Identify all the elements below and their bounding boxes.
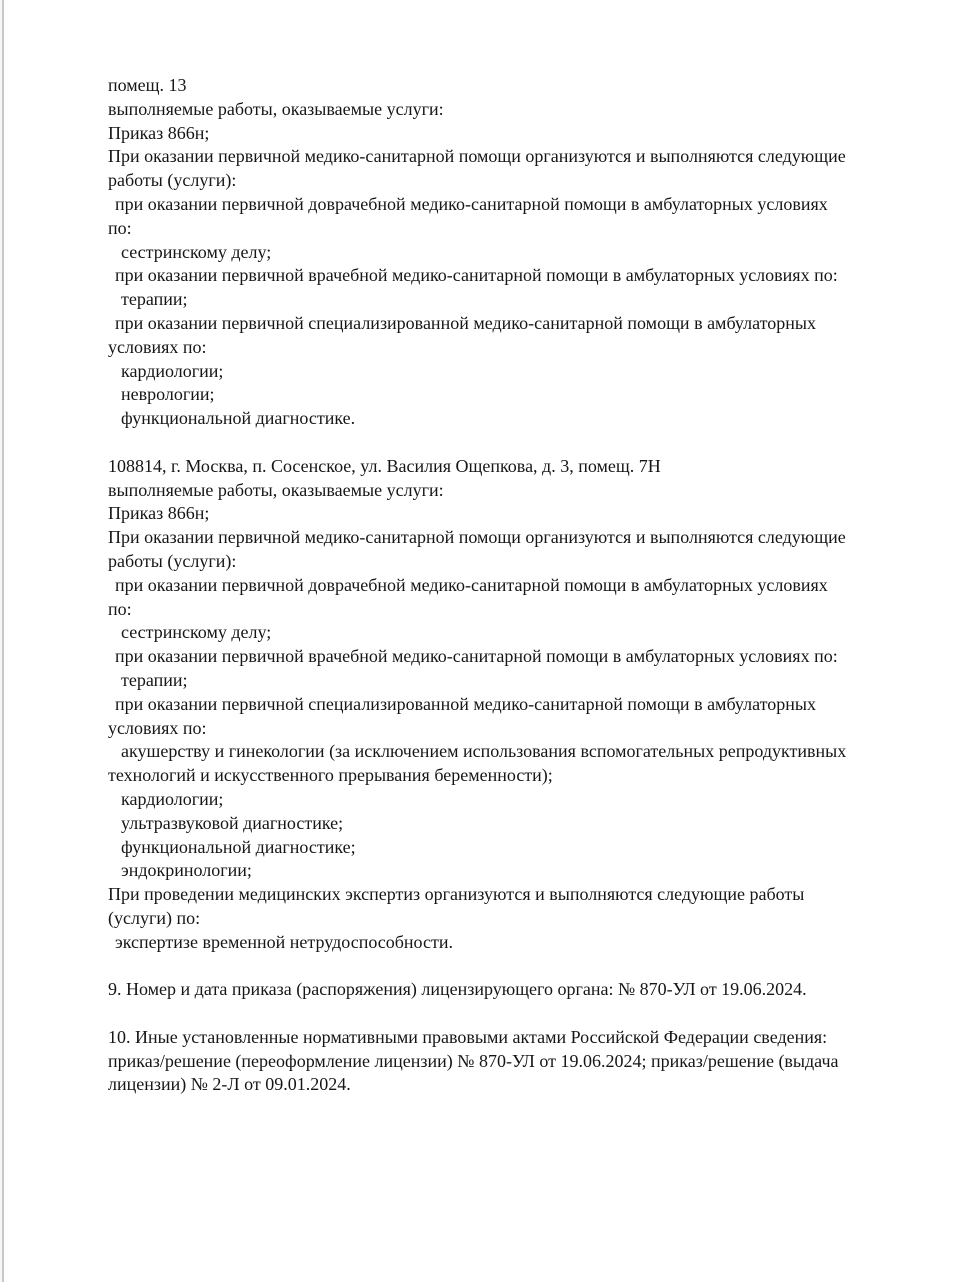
document-line: лицензии) № 2-Л от 09.01.2024. (108, 1074, 351, 1095)
document-line: функциональной диагностике; (121, 836, 356, 857)
document-line: Приказ 866н; (108, 503, 210, 524)
document-line: сестринскому делу; (121, 622, 272, 643)
document-line: Приказ 866н; (108, 122, 210, 143)
document-line: кардиологии; (121, 360, 224, 381)
document-line: акушерству и гинекологии (за исключением использования вспомогательных репродуктивных (121, 741, 847, 762)
document-line: приказ/решение (переоформление лицензии) № 870-УЛ от 19.06.2024; приказ/решение (выдача (108, 1050, 839, 1071)
document-line: (услуги) по: (108, 907, 201, 928)
page-edge-line (2, 0, 4, 1282)
document-line: эндокринологии; (121, 860, 252, 881)
document-line: при оказании первичной специализированной медико-санитарной помощи в амбулаторных (115, 312, 816, 333)
document-line: помещ. 13 (108, 75, 187, 95)
document-line: 9. Номер и дата приказа (распоряжения) лицензирующего органа: № 870-УЛ от 19.06.2024. (108, 979, 807, 1000)
document-line: неврологии; (121, 384, 215, 405)
document-page (108, 74, 938, 1121)
document-line: при оказании первичной доврачебной медико-санитарной помощи в амбулаторных условиях (115, 193, 828, 214)
document-line: условиях по: (108, 717, 207, 738)
document-line: при оказании первичной доврачебной медико-санитарной помощи в амбулаторных условиях (115, 574, 828, 595)
document-line: работы (услуги): (108, 170, 237, 191)
document-line: технологий и искусственного прерывания беременности); (108, 765, 553, 786)
document-line: терапии; (121, 289, 188, 310)
document-line: выполняемые работы, оказываемые услуги: (108, 98, 444, 119)
document-block-address-block-sosenskoe (108, 455, 938, 955)
document-line: ультразвуковой диагностике; (121, 812, 344, 833)
document-line: при оказании первичной врачебной медико-санитарной помощи в амбулаторных условиях по: (115, 646, 838, 667)
document-line: терапии; (121, 669, 188, 690)
document-line: при оказании первичной врачебной медико-санитарной помощи в амбулаторных условиях по: (115, 265, 838, 286)
document-line: по: (108, 598, 132, 619)
document-line: 108814, г. Москва, п. Сосенское, ул. Василия Ощепкова, д. 3, помещ. 7Н (108, 455, 661, 476)
document-line: условиях по: (108, 336, 207, 357)
document-line: по: (108, 217, 132, 238)
document-line: При оказании первичной медико-санитарной помощи организуются и выполняются следующие (108, 527, 846, 548)
document-line: работы (услуги): (108, 550, 237, 571)
document-line: выполняемые работы, оказываемые услуги: (108, 479, 444, 500)
document-block-item-9-order-number (108, 978, 938, 1002)
document-line: функциональной диагностике. (121, 408, 356, 429)
document-line: 10. Иные установленные нормативными правовыми актами Российской Федерации сведения: (108, 1026, 828, 1047)
document-line: кардиологии; (121, 788, 224, 809)
document-block-address-block-continuation (108, 74, 938, 431)
document-line: экспертизе временной нетрудоспособности. (115, 931, 453, 952)
document-line: при оказании первичной специализированной медико-санитарной помощи в амбулаторных (115, 693, 816, 714)
document-line: При проведении медицинских экспертиз организуются и выполняются следующие работы (108, 884, 805, 905)
document-line: При оказании первичной медико-санитарной помощи организуются и выполняются следующие (108, 146, 846, 167)
document-line: сестринскому делу; (121, 241, 272, 262)
document-block-item-10-other-info (108, 1026, 938, 1097)
